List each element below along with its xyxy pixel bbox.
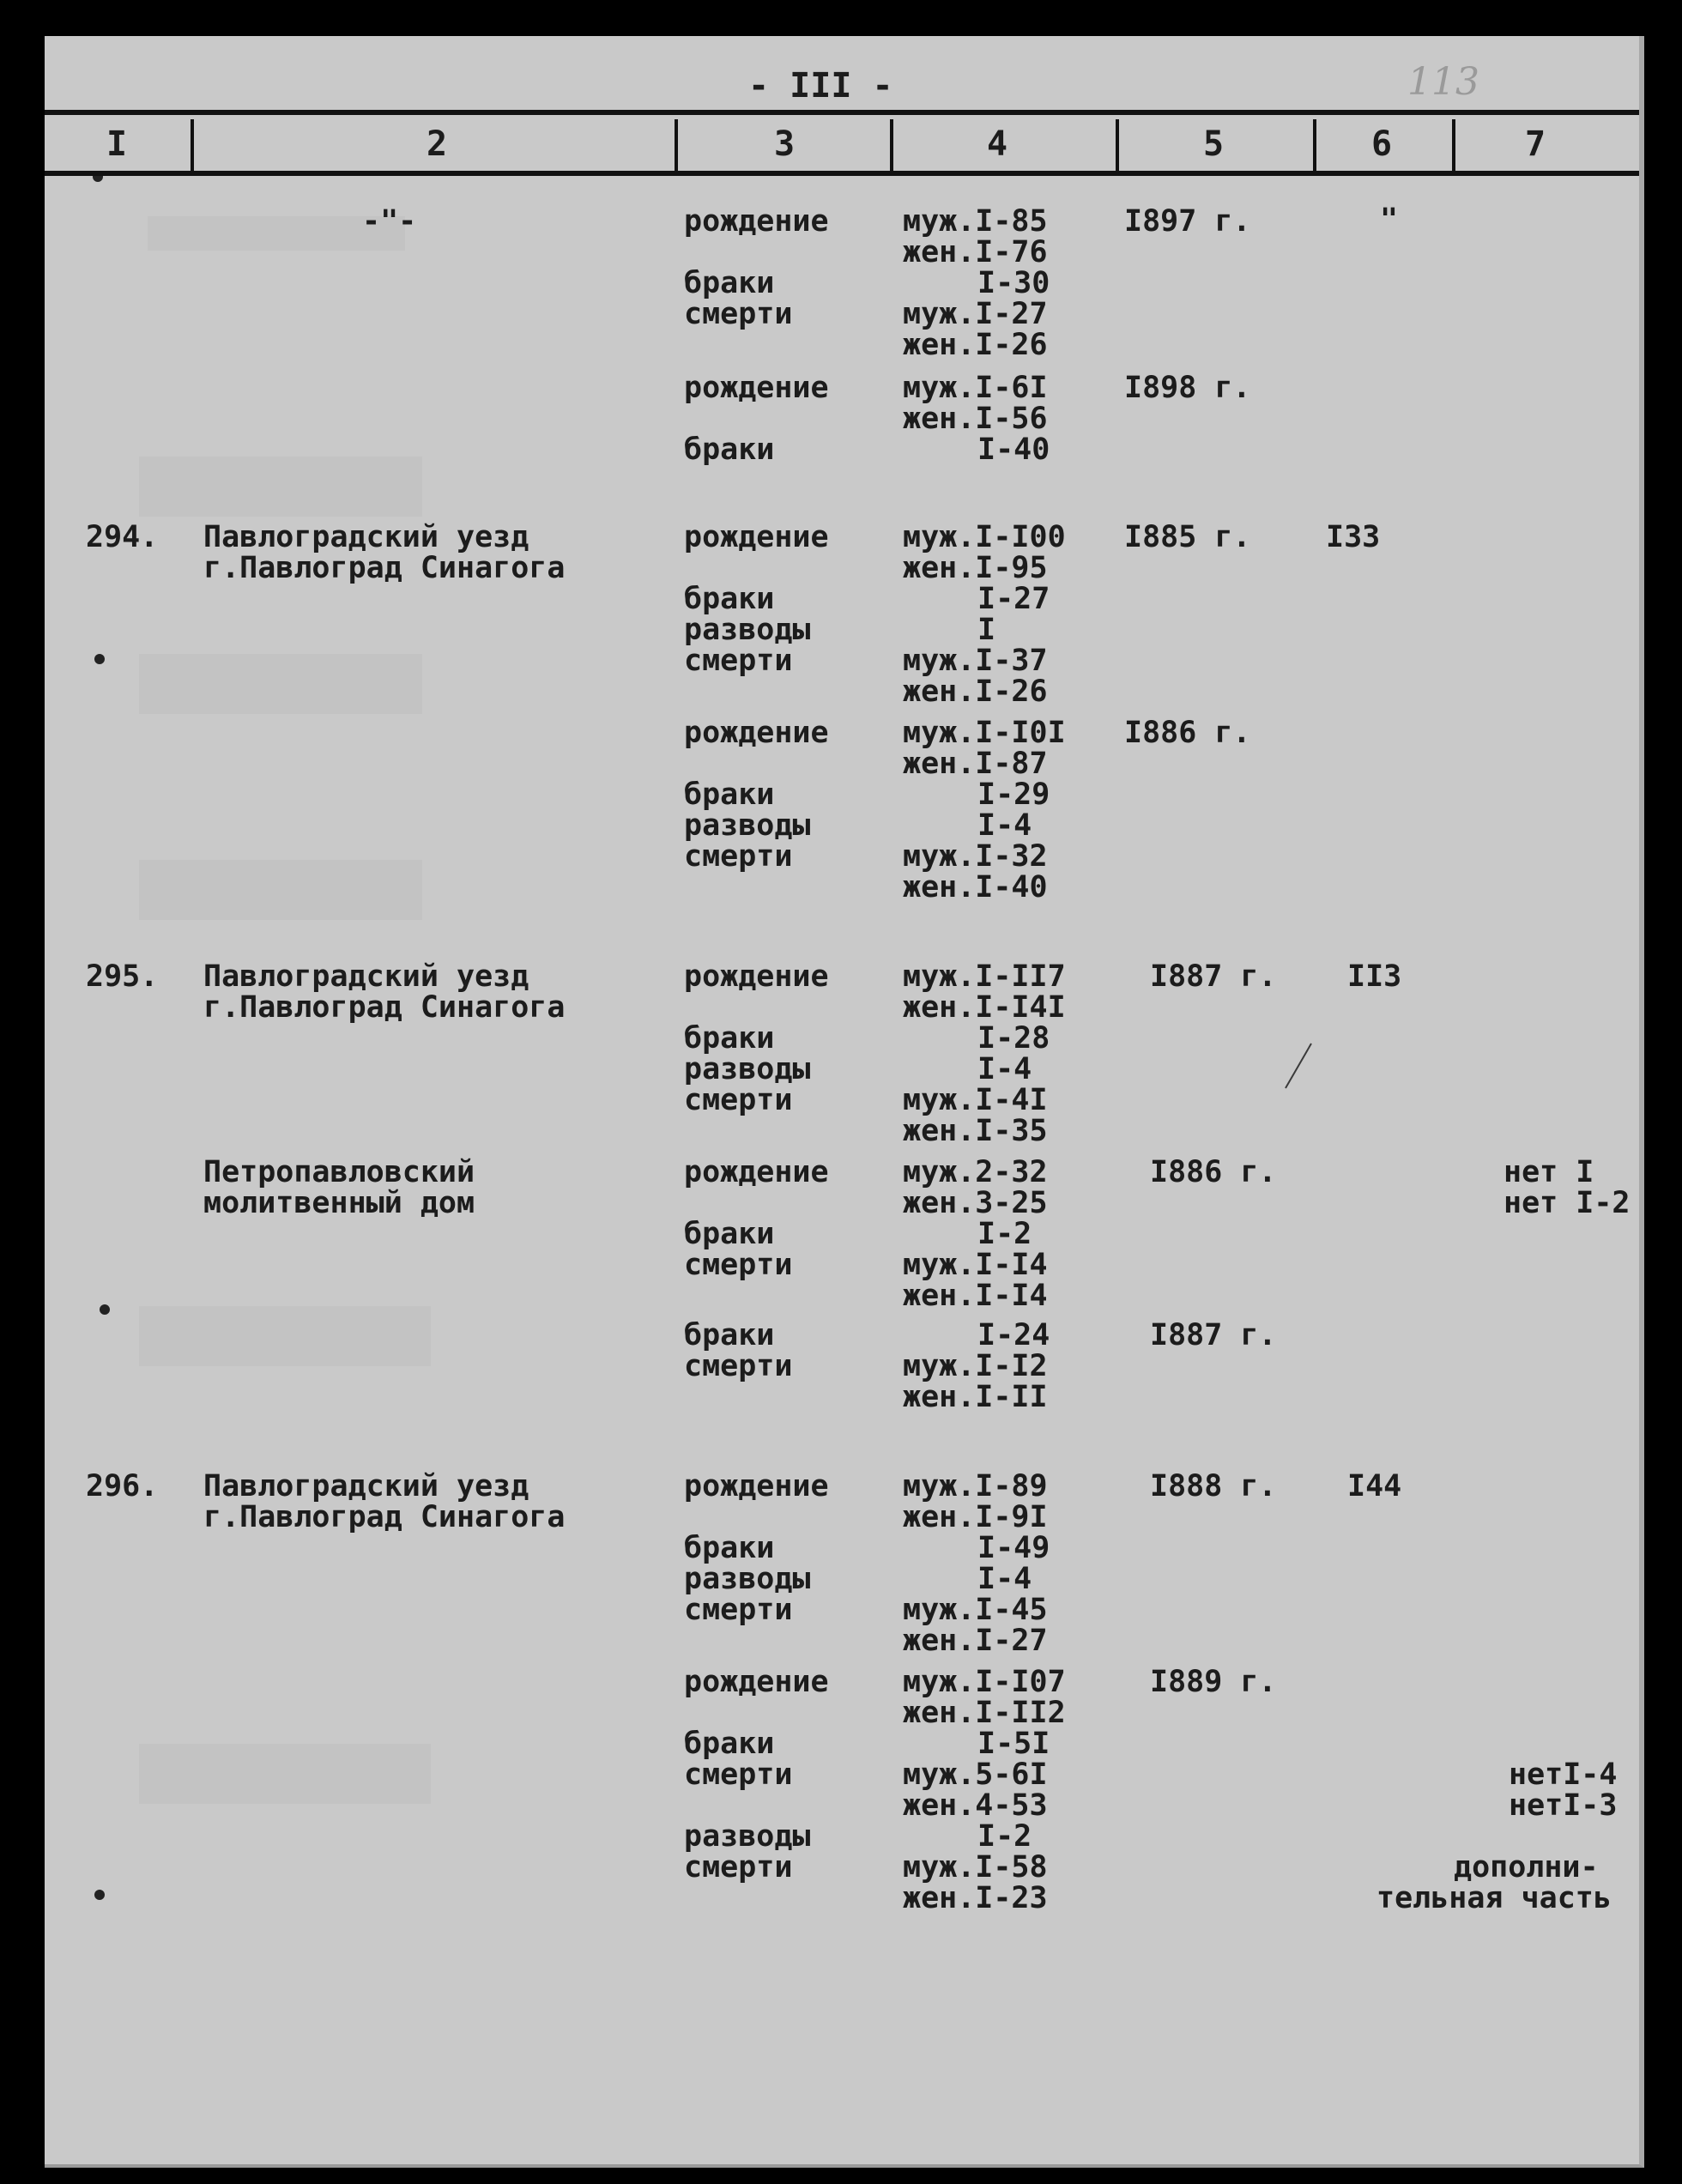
record-type: смерти: [684, 1349, 793, 1383]
bleed-through: [139, 654, 422, 714]
remark: тельная часть: [1376, 1881, 1612, 1915]
record-type: браки: [684, 433, 775, 467]
column-divider: [1313, 119, 1316, 172]
record-count: муж.I-45: [903, 1593, 1048, 1627]
column-divider: [191, 119, 194, 172]
record-type: разводы: [684, 1819, 811, 1854]
page-title: - III -: [748, 66, 893, 106]
record-year: I897 г.: [1124, 204, 1251, 239]
column-header: 6: [1371, 124, 1393, 164]
record-count: I-28: [977, 1021, 1050, 1056]
record-type: смерти: [684, 1248, 793, 1282]
record-type: рождение: [684, 959, 829, 994]
column-header: I: [106, 124, 128, 164]
record-type: смерти: [684, 1083, 793, 1117]
archive-page: [45, 36, 1644, 2168]
binding-mark: [94, 654, 105, 664]
record-count: жен.I-76: [903, 235, 1048, 269]
record-type: смерти: [684, 1593, 793, 1627]
record-count: муж.I-I2: [903, 1349, 1048, 1383]
record-type: браки: [684, 1217, 775, 1251]
record-count: I-49: [977, 1531, 1050, 1565]
remark: нет I-2: [1504, 1186, 1631, 1220]
record-count: муж.I-I0I: [903, 716, 1066, 750]
record-count: I-29: [977, 777, 1050, 812]
record-year: I898 г.: [1124, 371, 1251, 405]
bleed-through: [139, 1744, 431, 1804]
record-type: рождение: [684, 1469, 829, 1503]
column-divider: [675, 119, 678, 172]
record-count: муж.5-6I: [903, 1757, 1048, 1792]
record-count: жен.I-27: [903, 1624, 1048, 1658]
header-top-rule: [45, 110, 1639, 115]
record-count: I-2: [977, 1819, 1032, 1854]
remark: дополни-: [1454, 1850, 1599, 1885]
record-type: разводы: [684, 613, 811, 647]
record-count: I-2: [977, 1217, 1032, 1251]
record-count: I-4: [977, 1562, 1032, 1596]
record-type: браки: [684, 1021, 775, 1056]
record-type: браки: [684, 1318, 775, 1352]
column-header: 5: [1203, 124, 1225, 164]
record-count: жен.I-I4: [903, 1279, 1048, 1313]
record-count: муж.I-32: [903, 839, 1048, 874]
record-count: I: [977, 613, 996, 647]
record-year: I886 г.: [1150, 1155, 1277, 1189]
location-line: г.Павлоград Синагога: [203, 990, 566, 1025]
record-count: жен.4-53: [903, 1788, 1048, 1823]
column-header: 3: [774, 124, 796, 164]
record-type: браки: [684, 1727, 775, 1761]
record-type: смерти: [684, 1757, 793, 1792]
binding-mark: [100, 1304, 110, 1315]
column-header: 4: [987, 124, 1008, 164]
location-line: молитвенный дом: [203, 1186, 475, 1220]
column-divider: [1116, 119, 1119, 172]
record-year: I887 г.: [1150, 959, 1277, 994]
record-count: жен.I-9I: [903, 1500, 1048, 1534]
record-count: муж.I-89: [903, 1469, 1048, 1503]
record-count: I-30: [977, 266, 1050, 300]
record-count: жен.I-26: [903, 675, 1048, 709]
record-count: муж.I-37: [903, 644, 1048, 678]
remark: нетI-4: [1509, 1757, 1618, 1792]
record-count: жен.I-95: [903, 551, 1048, 585]
record-count: муж.I-6I: [903, 371, 1048, 405]
record-type: разводы: [684, 808, 811, 843]
location-line: Павлоградский уезд: [203, 959, 529, 994]
record-count: жен.I-26: [903, 328, 1048, 362]
record-count: муж.I-4I: [903, 1083, 1048, 1117]
column-header: 7: [1525, 124, 1546, 164]
record-count: жен.I-II: [903, 1380, 1048, 1414]
record-type: рождение: [684, 204, 829, 239]
file-count: I33: [1326, 520, 1381, 554]
ditto-mark: ": [1380, 203, 1399, 237]
record-year: I885 г.: [1124, 520, 1251, 554]
archive-folio-number: 113: [1407, 60, 1479, 104]
location-line: г.Павлоград Синагога: [203, 551, 566, 585]
row-number: 295.: [86, 959, 159, 994]
record-type: рождение: [684, 520, 829, 554]
remark: нетI-3: [1509, 1788, 1618, 1823]
record-type: разводы: [684, 1052, 811, 1086]
record-count: жен.I-35: [903, 1114, 1048, 1148]
record-count: жен.I-II2: [903, 1696, 1066, 1730]
location-line: г.Павлоград Синагога: [203, 1500, 566, 1534]
record-count: I-27: [977, 582, 1050, 616]
record-type: рождение: [684, 1155, 829, 1189]
column-divider: [890, 119, 893, 172]
record-type: смерти: [684, 839, 793, 874]
row-number: 296.: [86, 1469, 159, 1503]
record-type: браки: [684, 1531, 775, 1565]
record-count: жен.3-25: [903, 1186, 1048, 1220]
record-year: I886 г.: [1124, 716, 1251, 750]
record-type: смерти: [684, 644, 793, 678]
record-count: муж.I-I07: [903, 1665, 1066, 1699]
record-type: смерти: [684, 297, 793, 331]
ditto-mark: -"-: [362, 204, 417, 239]
bleed-through: [139, 1306, 431, 1366]
bleed-through: [139, 860, 422, 920]
record-count: муж.I-II7: [903, 959, 1066, 994]
remark: нет I: [1504, 1155, 1594, 1189]
record-count: I-40: [977, 433, 1050, 467]
row-number: 294.: [86, 520, 159, 554]
record-year: I888 г.: [1150, 1469, 1277, 1503]
record-count: муж.2-32: [903, 1155, 1048, 1189]
record-count: муж.I-85: [903, 204, 1048, 239]
record-count: жен.I-40: [903, 870, 1048, 904]
pencil-tick: [1280, 1040, 1315, 1092]
record-count: муж.I-I00: [903, 520, 1066, 554]
header-bottom-rule: [45, 171, 1639, 176]
column-divider: [1452, 119, 1455, 172]
record-type: браки: [684, 266, 775, 300]
record-count: I-4: [977, 808, 1032, 843]
record-type: рождение: [684, 1665, 829, 1699]
column-header: 2: [427, 124, 448, 164]
record-count: I-24: [977, 1318, 1050, 1352]
location-line: Павлоградский уезд: [203, 1469, 529, 1503]
location-line: Павлоградский уезд: [203, 520, 529, 554]
file-count: I44: [1347, 1469, 1402, 1503]
record-type: браки: [684, 777, 775, 812]
record-type: рождение: [684, 716, 829, 750]
record-count: муж.I-I4: [903, 1248, 1048, 1282]
record-count: жен.I-56: [903, 402, 1048, 436]
record-type: смерти: [684, 1850, 793, 1885]
record-count: муж.I-27: [903, 297, 1048, 331]
record-count: муж.I-58: [903, 1850, 1048, 1885]
record-count: I-5I: [977, 1727, 1050, 1761]
record-count: I-4: [977, 1052, 1032, 1086]
record-year: I887 г.: [1150, 1318, 1277, 1352]
record-type: браки: [684, 582, 775, 616]
bleed-through: [139, 457, 422, 517]
record-type: разводы: [684, 1562, 811, 1596]
record-count: жен.I-23: [903, 1881, 1048, 1915]
location-line: Петропавловский: [203, 1155, 475, 1189]
record-count: жен.I-I4I: [903, 990, 1066, 1025]
record-year: I889 г.: [1150, 1665, 1277, 1699]
record-count: жен.I-87: [903, 747, 1048, 781]
file-count: II3: [1347, 959, 1402, 994]
binding-mark: [94, 1890, 105, 1900]
record-type: рождение: [684, 371, 829, 405]
